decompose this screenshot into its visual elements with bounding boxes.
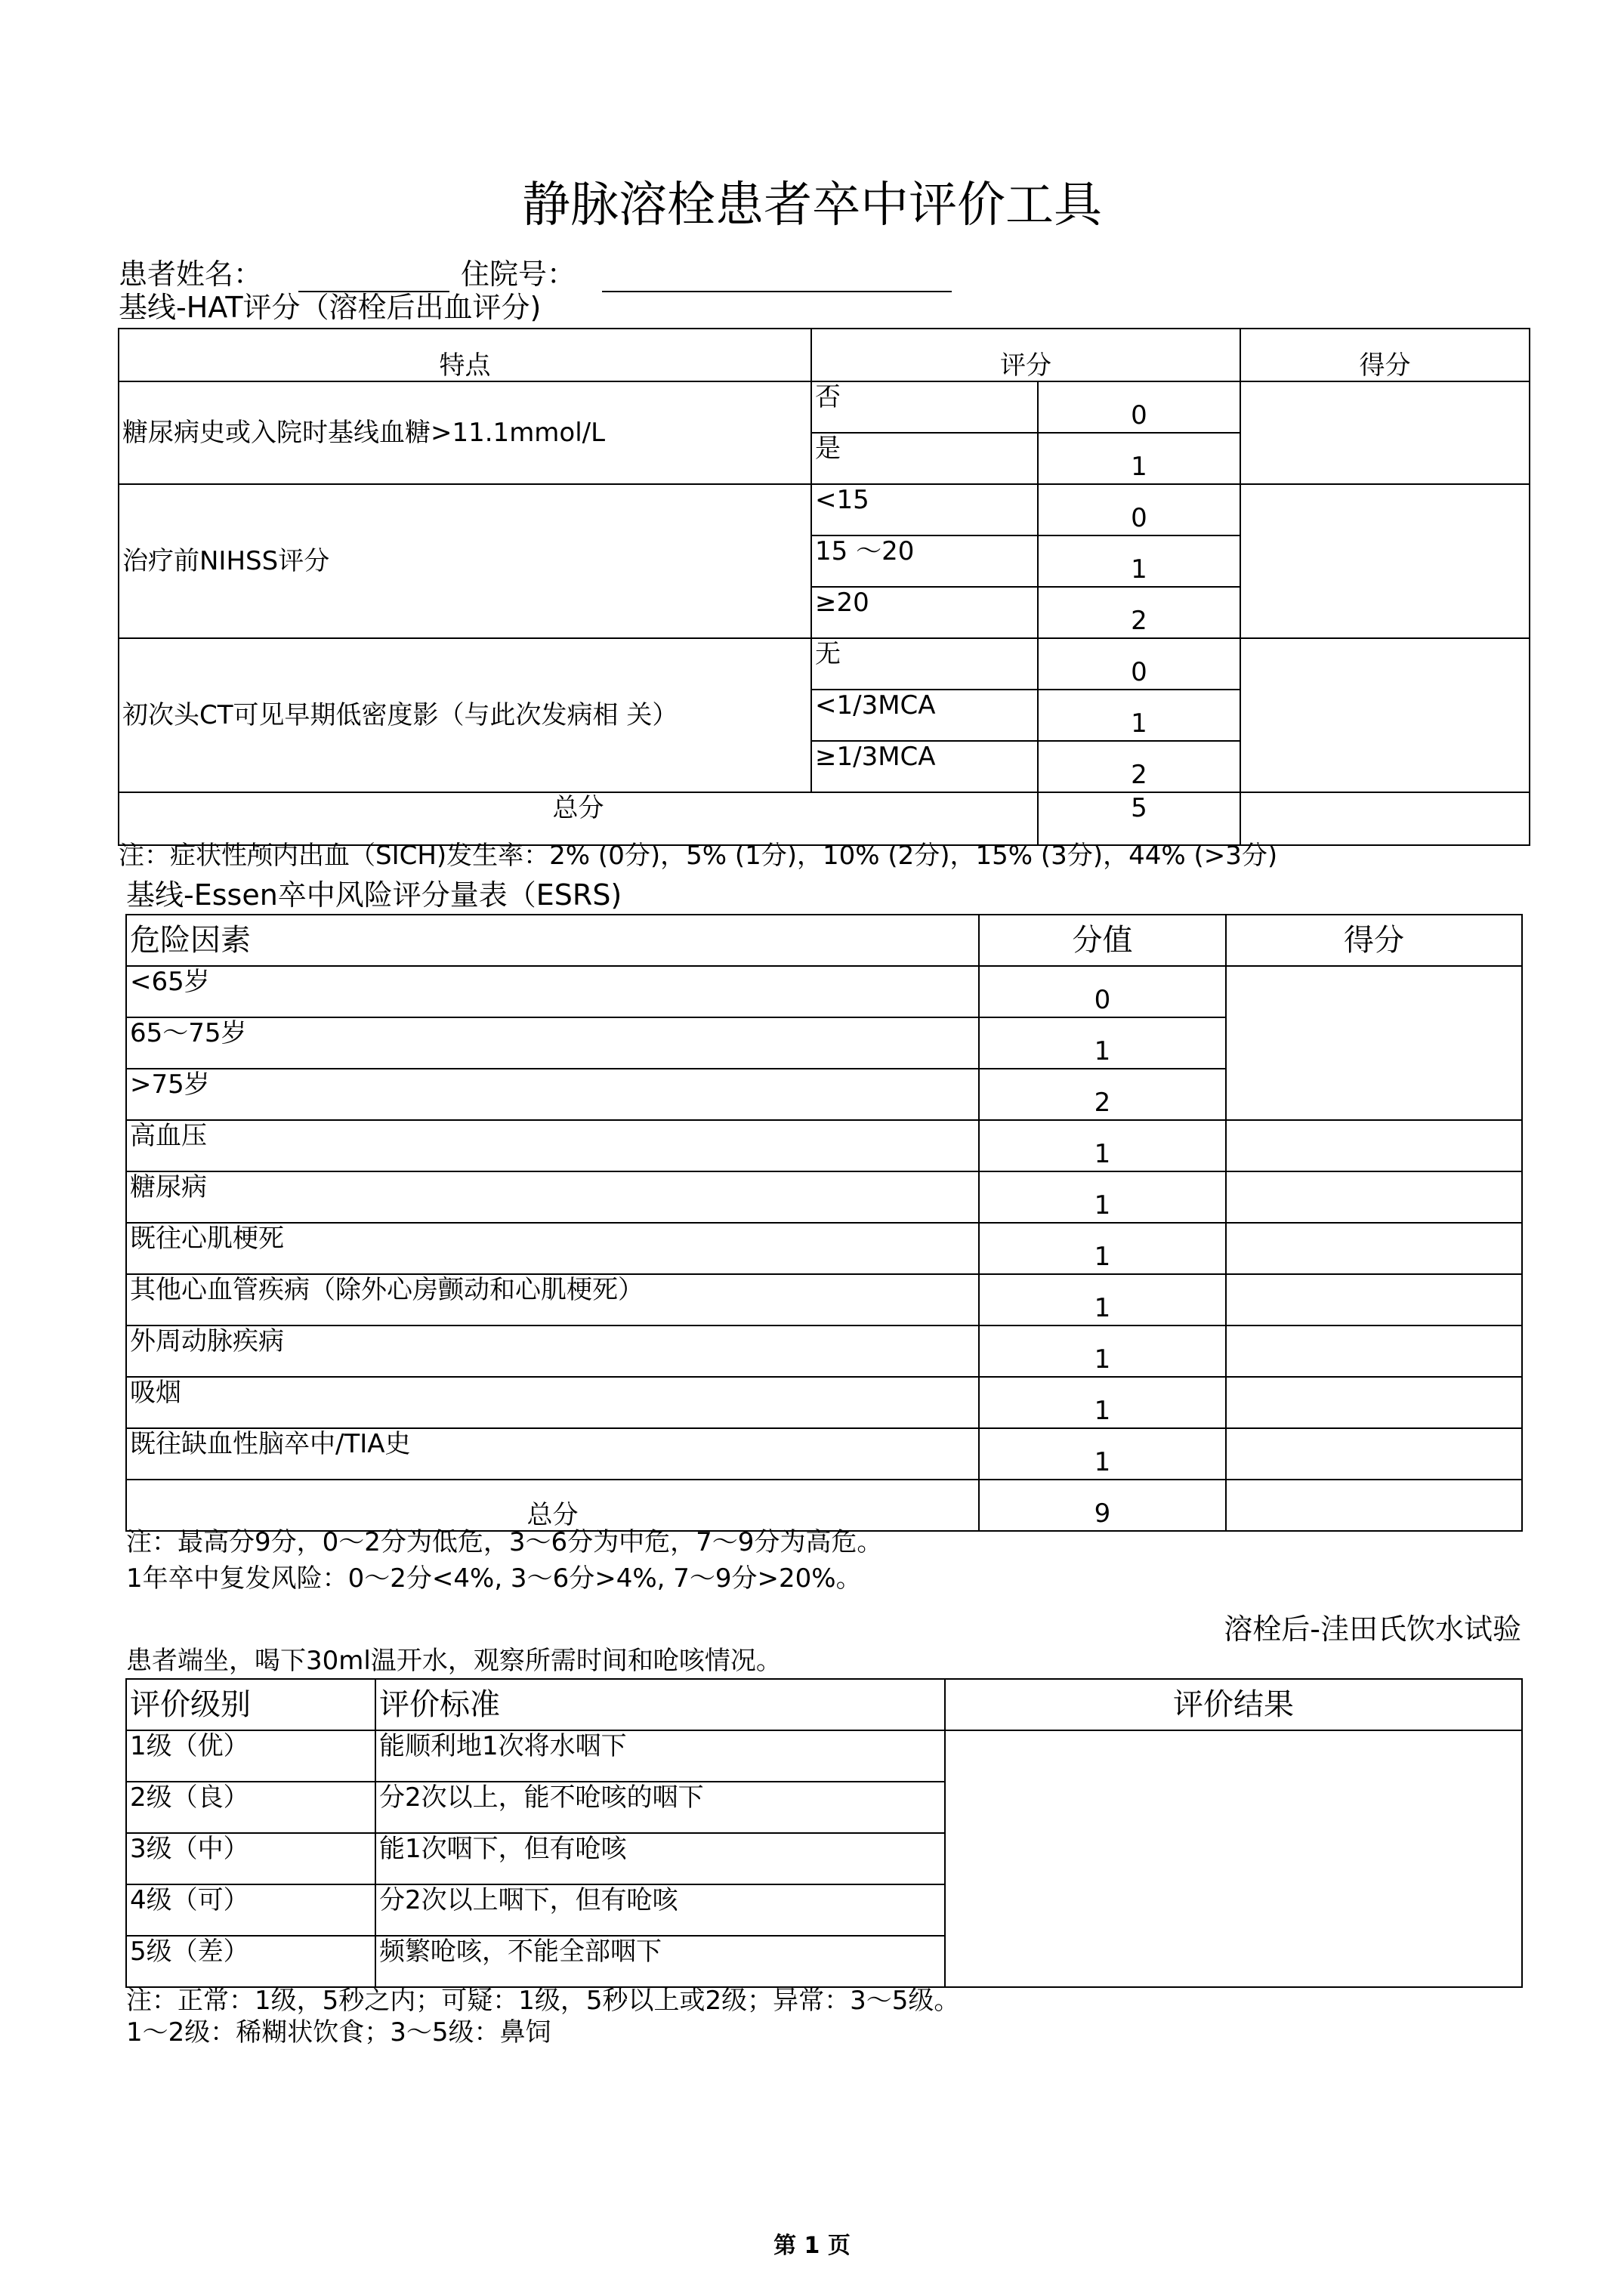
hat-option-value: 0 xyxy=(1038,381,1240,433)
water-criteria: 能1次咽下，但有呛咳 xyxy=(375,1833,945,1884)
page-number: 第 1 页 xyxy=(773,2233,851,2259)
hat-total-label: 总分 xyxy=(119,792,1038,845)
patient-name-label: 患者姓名： xyxy=(119,258,263,291)
hat-feature-diabetes: 糖尿病史或入院时基线血糖>11.1mmol/L xyxy=(119,381,811,484)
esrs-table xyxy=(125,914,1523,1532)
esrs-factor: 吸烟 xyxy=(126,1377,979,1428)
water-note-1: 注：正常：1级，5秒之内；可疑：1级，5秒以上或2级；异常：3～5级。 xyxy=(126,1986,960,2016)
admission-number-label: 住院号： xyxy=(461,258,576,291)
esrs-factor: 高血压 xyxy=(126,1120,979,1171)
esrs-note-2: 1年卒中复发风险：0～2分<4%, 3～6分>4%, 7～9分>20%。 xyxy=(126,1563,862,1594)
esrs-result[interactable] xyxy=(1226,1223,1522,1274)
hat-option-label: 15 ～20 xyxy=(811,535,1038,587)
hat-option-label: 否 xyxy=(811,381,1038,433)
esrs-header-value: 分值 xyxy=(979,915,1226,966)
hat-feature-nihss: 治疗前NIHSS评分 xyxy=(119,484,811,638)
water-level: 5级（差） xyxy=(126,1936,375,1987)
esrs-result[interactable] xyxy=(1226,1377,1522,1428)
hat-option-value: 1 xyxy=(1038,433,1240,484)
hat-header-score: 评分 xyxy=(811,329,1240,381)
esrs-value: 1 xyxy=(979,1171,1226,1223)
esrs-note-1: 注：最高分9分，0～2分为低危，3～6分为中危，7～9分为高危。 xyxy=(126,1527,883,1557)
water-header-result: 评价结果 xyxy=(945,1679,1522,1730)
hat-heading: 基线-HAT评分（溶栓后出血评分) xyxy=(119,291,542,324)
esrs-value: 1 xyxy=(979,1274,1226,1325)
esrs-value: 1 xyxy=(979,1017,1226,1069)
esrs-result[interactable] xyxy=(1226,1325,1522,1377)
hat-option-label: ≥20 xyxy=(811,587,1038,638)
hat-result-cell[interactable] xyxy=(1240,381,1530,484)
hat-option-label: 是 xyxy=(811,433,1038,484)
water-result-cell[interactable] xyxy=(945,1730,1522,1987)
esrs-factor: 外周动脉疾病 xyxy=(126,1325,979,1377)
esrs-value: 1 xyxy=(979,1428,1226,1480)
hat-header-result: 得分 xyxy=(1240,329,1530,381)
esrs-factor: <65岁 xyxy=(126,966,979,1017)
water-level: 3级（中） xyxy=(126,1833,375,1884)
esrs-value: 1 xyxy=(979,1325,1226,1377)
water-criteria: 分2次以上咽下，但有呛咳 xyxy=(375,1884,945,1936)
water-criteria: 频繁呛咳，不能全部咽下 xyxy=(375,1936,945,1987)
water-criteria: 能顺利地1次将水咽下 xyxy=(375,1730,945,1782)
esrs-total-value: 9 xyxy=(979,1480,1226,1531)
water-level: 2级（良） xyxy=(126,1782,375,1833)
esrs-value: 2 xyxy=(979,1069,1226,1120)
esrs-header-factor: 危险因素 xyxy=(126,915,979,966)
esrs-total-label: 总分 xyxy=(126,1480,979,1531)
water-header-criteria: 评价标准 xyxy=(375,1679,945,1730)
esrs-result[interactable] xyxy=(1226,1120,1522,1171)
water-instruction: 患者端坐，喝下30ml温开水，观察所需时间和呛咳情况。 xyxy=(126,1646,782,1676)
hat-total-result[interactable] xyxy=(1240,792,1530,845)
water-level: 4级（可） xyxy=(126,1884,375,1936)
esrs-factor: 糖尿病 xyxy=(126,1171,979,1223)
admission-number-field[interactable] xyxy=(602,291,952,292)
water-level: 1级（优） xyxy=(126,1730,375,1782)
esrs-factor: 65～75岁 xyxy=(126,1017,979,1069)
esrs-heading: 基线-Essen卒中风险评分量表（ESRS) xyxy=(126,878,622,912)
hat-result-cell[interactable] xyxy=(1240,638,1530,792)
hat-option-label: ≥1/3MCA xyxy=(811,741,1038,792)
hat-note: 注：症状性颅内出血（SICH)发生率：2% (0分)，5% (1分)，10% (2分)，15% (3分)，44% (>3分) xyxy=(119,841,1278,871)
esrs-value: 1 xyxy=(979,1223,1226,1274)
esrs-factor: 既往缺血性脑卒中/TIA史 xyxy=(126,1428,979,1480)
hat-option-label: 无 xyxy=(811,638,1038,690)
water-note-2: 1～2级：稀糊状饮食；3～5级：鼻饲 xyxy=(126,2017,551,2048)
hat-option-value: 0 xyxy=(1038,484,1240,535)
esrs-factor: 既往心肌梗死 xyxy=(126,1223,979,1274)
esrs-result[interactable] xyxy=(1226,1428,1522,1480)
hat-option-value: 1 xyxy=(1038,690,1240,741)
esrs-result[interactable] xyxy=(1226,1274,1522,1325)
esrs-value: 1 xyxy=(979,1120,1226,1171)
hat-option-label: <1/3MCA xyxy=(811,690,1038,741)
esrs-value: 1 xyxy=(979,1377,1226,1428)
water-criteria: 分2次以上，能不呛咳的咽下 xyxy=(375,1782,945,1833)
hat-result-cell[interactable] xyxy=(1240,484,1530,638)
water-heading: 溶栓后-洼田氏饮水试验 xyxy=(1224,1613,1521,1646)
hat-feature-ct: 初次头CT可见早期低密度影（与此次发病相 关） xyxy=(119,638,811,792)
page-title: 静脉溶栓患者卒中评价工具 xyxy=(522,177,1102,233)
esrs-factor: >75岁 xyxy=(126,1069,979,1120)
esrs-value: 0 xyxy=(979,966,1226,1017)
hat-option-value: 1 xyxy=(1038,535,1240,587)
esrs-total-result[interactable] xyxy=(1226,1480,1522,1531)
hat-header-feature: 特点 xyxy=(119,329,811,381)
esrs-result[interactable] xyxy=(1226,1171,1522,1223)
esrs-header-result: 得分 xyxy=(1226,915,1522,966)
hat-option-value: 0 xyxy=(1038,638,1240,690)
water-table xyxy=(125,1678,1523,1988)
hat-option-value: 2 xyxy=(1038,741,1240,792)
esrs-result-age[interactable] xyxy=(1226,966,1522,1120)
water-header-level: 评价级别 xyxy=(126,1679,375,1730)
esrs-factor: 其他心血管疾病（除外心房颤动和心肌梗死） xyxy=(126,1274,979,1325)
hat-option-label: <15 xyxy=(811,484,1038,535)
hat-option-value: 2 xyxy=(1038,587,1240,638)
hat-total-value: 5 xyxy=(1038,792,1240,845)
hat-table xyxy=(118,328,1530,846)
